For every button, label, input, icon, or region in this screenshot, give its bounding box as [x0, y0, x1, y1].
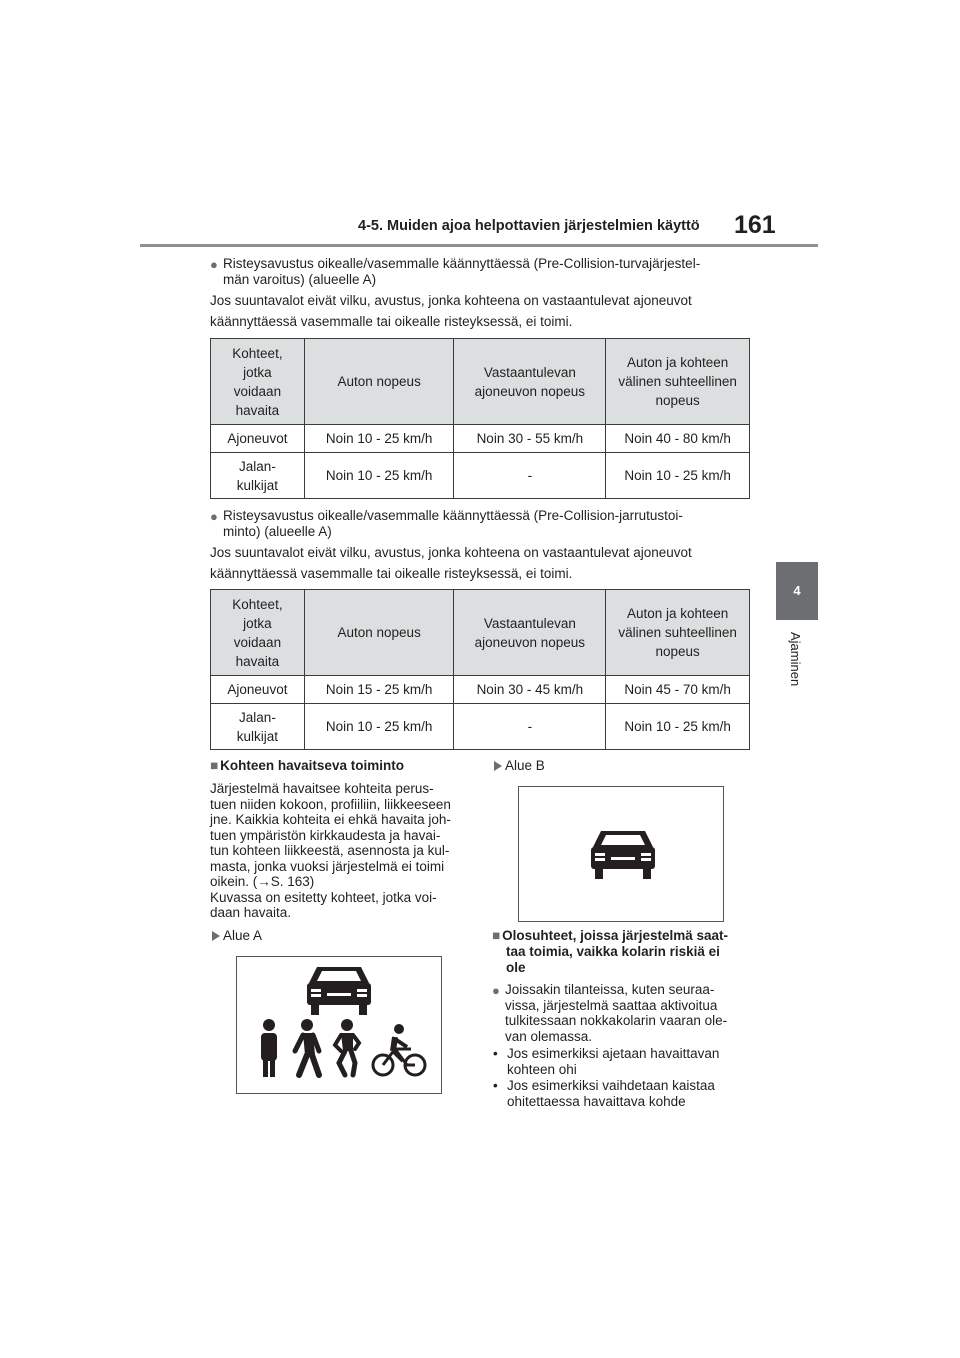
- header-cell: Kohteet, jotka voidaan havaita: [211, 339, 305, 425]
- table-cell: Ajoneuvot: [211, 425, 305, 453]
- list-item: • Jos esimerkiksi ajetaan havaittavan kohteen ohi: [493, 1046, 720, 1077]
- area-a-figure: [236, 956, 442, 1094]
- header-cell: Vastaantulevan ajoneuvon nopeus: [454, 339, 606, 425]
- table-cell: Jalan- kulkijat: [211, 704, 305, 750]
- table-cell: Noin 30 - 55 km/h: [454, 425, 606, 453]
- table-row: [211, 425, 750, 453]
- bullet-item: [210, 508, 770, 539]
- area-a-caption: Alue A: [212, 928, 262, 943]
- paragraph-line: käännyttäessä vasemmalle tai oikealle risteyksessä, ei toimi.: [210, 566, 573, 581]
- page-number: 161: [734, 211, 776, 239]
- bullet-icon: ●: [210, 509, 218, 524]
- header-cell: Auton ja kohteen välinen suhteellinen nopeus: [606, 339, 750, 425]
- detection-table-braking: [210, 589, 750, 750]
- section-heading: ■ Olosuhteet, joissa järjestelmä saat- taa toimia, vaikka kolarin riskiä ei ole: [492, 928, 728, 975]
- car-front-icon: [591, 831, 655, 879]
- dot-bullet-icon: •: [493, 1046, 498, 1061]
- paragraph: [210, 292, 692, 330]
- detection-description: Järjestelmä havaitsee kohteita perus- tuen niiden kokoon, profiiliin, liikkeeseen jne. Kaikkia kohteita ei ehkä havaita joh- tuen ympäristön kirkkaudesta ja havai- tun kohteen liikkeestä, asennosta ja kul- masta, jonka vuoksi järjestelmä ei toimi oikein. (→S. 163) Kuvassa on esitetty kohteet, jotka voi- daan havaita.: [210, 781, 451, 920]
- header-divider: [140, 244, 818, 247]
- table-cell: Noin 10 - 25 km/h: [606, 453, 750, 499]
- table-cell: Noin 10 - 25 km/h: [304, 425, 454, 453]
- table-cell: -: [454, 704, 606, 750]
- bullet-item: ● Joissakin tilanteissa, kuten seuraa- vissa, järjestelmä saattaa aktivoitua tulkitessaan nokkakolarin vaaran ole- van olemassa.: [492, 982, 728, 1044]
- area-b-figure: [518, 786, 724, 922]
- bullet-icon: ●: [492, 983, 500, 998]
- chapter-label: Ajaminen: [788, 632, 803, 687]
- detection-table-warning: [210, 338, 750, 499]
- bullet-text: män varoitus) (alueelle A): [223, 271, 377, 287]
- bullet-item: [210, 256, 770, 287]
- table-cell: Noin 30 - 45 km/h: [454, 676, 606, 704]
- cyclist-icon: [373, 1024, 425, 1075]
- table-cell: Noin 45 - 70 km/h: [606, 676, 750, 704]
- pedestrian-walking-icon: [295, 1019, 319, 1075]
- table-row: [211, 453, 750, 499]
- paragraph-line: Jos suuntavalot eivät vilku, avustus, jonka kohteena on vastaantulevat ajoneuvot: [210, 545, 692, 560]
- triangle-pointer-icon: [212, 931, 220, 941]
- bullet-text: minto) (alueelle A): [223, 523, 332, 539]
- table-cell: Noin 15 - 25 km/h: [304, 676, 454, 704]
- header-cell: Auton ja kohteen välinen suhteellinen nopeus: [606, 590, 750, 676]
- table-row: [211, 676, 750, 704]
- dot-bullet-icon: •: [493, 1078, 498, 1093]
- table-row: [211, 704, 750, 750]
- pedestrian-running-icon: [335, 1019, 359, 1075]
- area-a-illustration: [237, 957, 441, 1093]
- table-cell: Jalan- kulkijat: [211, 453, 305, 499]
- paragraph-line: Jos suuntavalot eivät vilku, avustus, jonka kohteena on vastaantulevat ajoneuvot: [210, 293, 692, 308]
- section-heading: ■ Kohteen havaitseva toiminto: [210, 758, 404, 773]
- header-cell: Auton nopeus: [304, 339, 454, 425]
- bullet-text: Risteysavustus oikealle/vasemmalle käännyttäessä (Pre-Collision-jarrutustoi-: [223, 508, 683, 523]
- paragraph-line: käännyttäessä vasemmalle tai oikealle risteyksessä, ei toimi.: [210, 314, 573, 329]
- bullet-text: Risteysavustus oikealle/vasemmalle käännyttäessä (Pre-Collision-turvajärjestel-: [223, 256, 701, 271]
- table-cell: Noin 40 - 80 km/h: [606, 425, 750, 453]
- chapter-tab: 4: [776, 562, 818, 620]
- triangle-pointer-icon: [494, 761, 502, 771]
- header-cell: Kohteet, jotka voidaan havaita: [211, 590, 305, 676]
- table-cell: Noin 10 - 25 km/h: [304, 704, 454, 750]
- list-item: • Jos esimerkiksi vaihdetaan kaistaa ohitettaessa havaittava kohde: [493, 1078, 715, 1109]
- header-cell: Vastaantulevan ajoneuvon nopeus: [454, 590, 606, 676]
- pedestrian-standing-icon: [261, 1019, 277, 1077]
- square-bullet-icon: ■: [492, 928, 501, 943]
- table-cell: Noin 10 - 25 km/h: [606, 704, 750, 750]
- table-cell: Noin 10 - 25 km/h: [304, 453, 454, 499]
- area-b-illustration: [519, 787, 723, 921]
- square-bullet-icon: ■: [210, 758, 219, 773]
- header-cell: Auton nopeus: [304, 590, 454, 676]
- table-cell: Ajoneuvot: [211, 676, 305, 704]
- car-front-icon: [307, 967, 371, 1015]
- bullet-icon: ●: [210, 257, 218, 272]
- area-b-caption: Alue B: [494, 758, 545, 773]
- paragraph: [210, 544, 692, 582]
- table-cell: -: [454, 453, 606, 499]
- section-title: 4-5. Muiden ajoa helpottavien järjestelmien käyttö: [358, 218, 700, 234]
